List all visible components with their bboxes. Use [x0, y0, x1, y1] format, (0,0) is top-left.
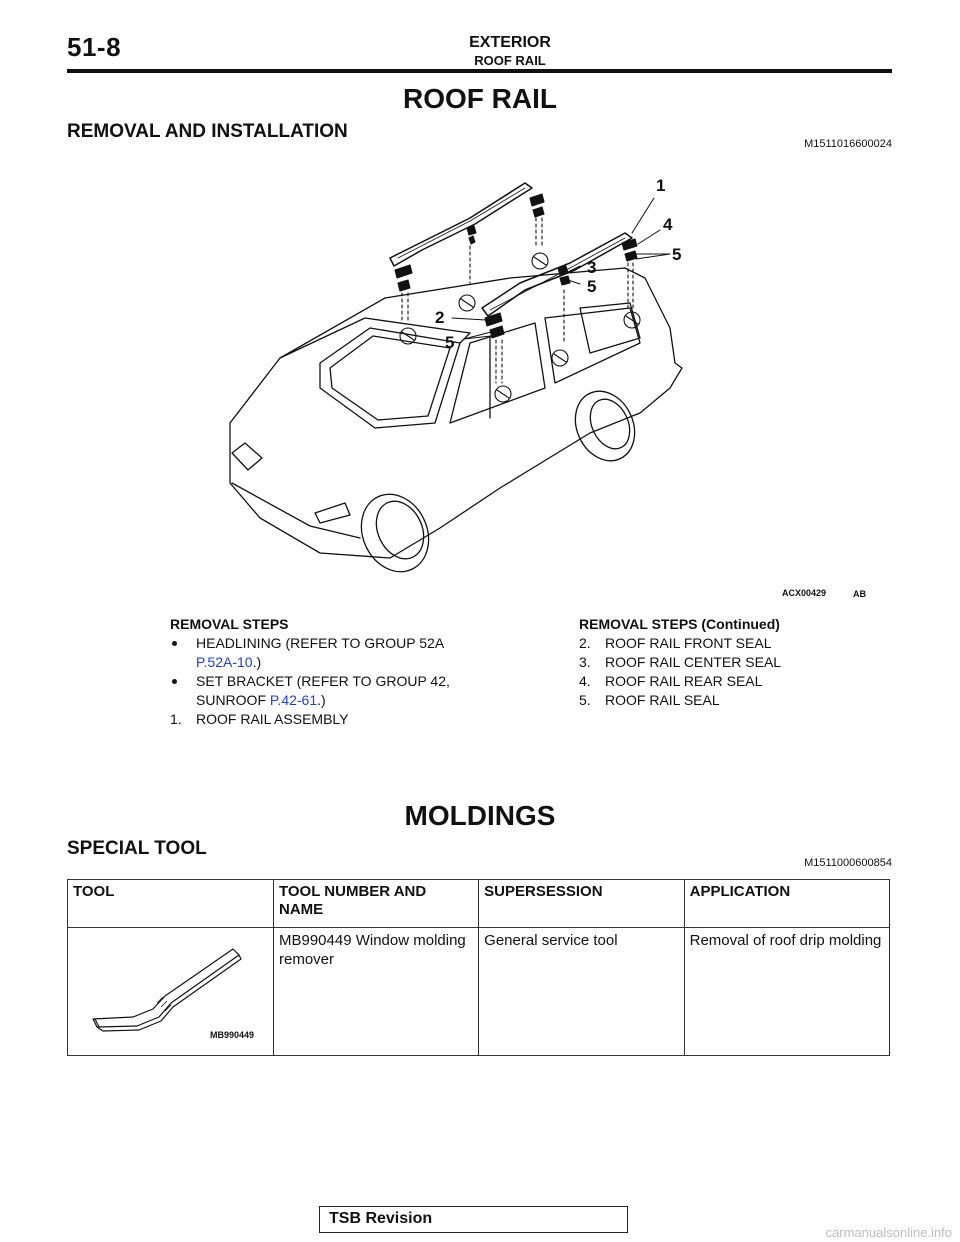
callout-2: 2 — [435, 308, 445, 327]
tool-image-caption: MB990449 — [209, 1030, 254, 1040]
table-header-row — [68, 880, 890, 928]
step-1: 1. ROOF RAIL ASSEMBLY — [170, 711, 349, 727]
callout-5c: 5 — [445, 333, 455, 352]
removal-steps-continued-heading: REMOVAL STEPS (Continued) — [579, 616, 780, 632]
step-4: 4. ROOF RAIL REAR SEAL — [579, 673, 763, 689]
page-number: 51-8 — [67, 32, 122, 62]
header-rule — [67, 69, 892, 73]
special-tool-code: M1511000600854 — [804, 857, 892, 869]
step-bullet-set-bracket: SET BRACKET (REFER TO GROUP 42, SUNROOF P.42-61.) — [170, 672, 480, 710]
tsb-revision-box: TSB Revision — [319, 1206, 628, 1233]
windshield — [320, 328, 460, 428]
roof-rail-left — [390, 183, 532, 266]
headlamp — [232, 443, 262, 470]
side-window-rear — [545, 308, 640, 383]
col-tool: TOOL — [68, 880, 274, 928]
step-5: 5. ROOF RAIL SEAL — [579, 692, 720, 708]
special-tool-table — [67, 879, 890, 1056]
watermark: carmanualsonline.info — [825, 1225, 952, 1240]
figure-code: ACX00429 — [782, 588, 827, 598]
supersession-cell: General service tool — [479, 928, 684, 1056]
step-bullet-headlining: HEADLINING (REFER TO GROUP 52A P.52A-10.) — [170, 634, 480, 672]
header-subsection: ROOF RAIL — [474, 53, 546, 68]
moldings-title: MOLDINGS — [404, 800, 556, 831]
front-wheel — [349, 483, 441, 583]
callout-5a: 5 — [672, 245, 682, 264]
callout-3: 3 — [587, 258, 597, 277]
callout-1: 1 — [656, 176, 666, 195]
removal-steps-heading: REMOVAL STEPS — [170, 616, 289, 632]
roof-rail-diagram — [170, 158, 880, 604]
special-tool-heading: SPECIAL TOOL — [67, 838, 207, 859]
col-tool-number-name: TOOL NUMBER AND NAME — [274, 880, 479, 928]
roof-rail-title: ROOF RAIL — [403, 83, 557, 114]
rear-wheel — [564, 382, 645, 471]
table-row — [68, 928, 890, 1056]
vehicle-body — [230, 268, 682, 558]
removal-steps-left — [170, 615, 480, 729]
removal-installation-code: M1511016600024 — [804, 138, 892, 150]
molding-remover-illustration — [73, 931, 268, 1049]
figure-code-suffix: AB — [853, 589, 866, 599]
callout-5b: 5 — [587, 277, 597, 296]
fog-lamp — [315, 503, 350, 523]
seal-fasteners — [395, 194, 640, 402]
step-3: 3. ROOF RAIL CENTER SEAL — [579, 654, 782, 670]
link-p42-61[interactable]: P.42-61 — [269, 692, 318, 708]
removal-installation-heading: REMOVAL AND INSTALLATION — [67, 121, 348, 142]
tool-image-cell — [68, 928, 274, 1056]
windshield-inner — [330, 336, 450, 420]
bullet-icon — [172, 679, 177, 684]
link-p52a-10[interactable]: P.52A-10 — [196, 654, 253, 670]
removal-steps-right — [579, 615, 879, 710]
tool-number-name-cell: MB990449 Window molding remover — [274, 928, 479, 1056]
step-2: 2. ROOF RAIL FRONT SEAL — [579, 635, 772, 651]
application-cell: Removal of roof drip molding — [684, 928, 889, 1056]
col-supersession: SUPERSESSION — [479, 880, 684, 928]
bullet-icon — [172, 641, 177, 646]
col-application: APPLICATION — [684, 880, 889, 928]
callout-4: 4 — [663, 215, 673, 234]
header-section: EXTERIOR — [469, 34, 551, 51]
